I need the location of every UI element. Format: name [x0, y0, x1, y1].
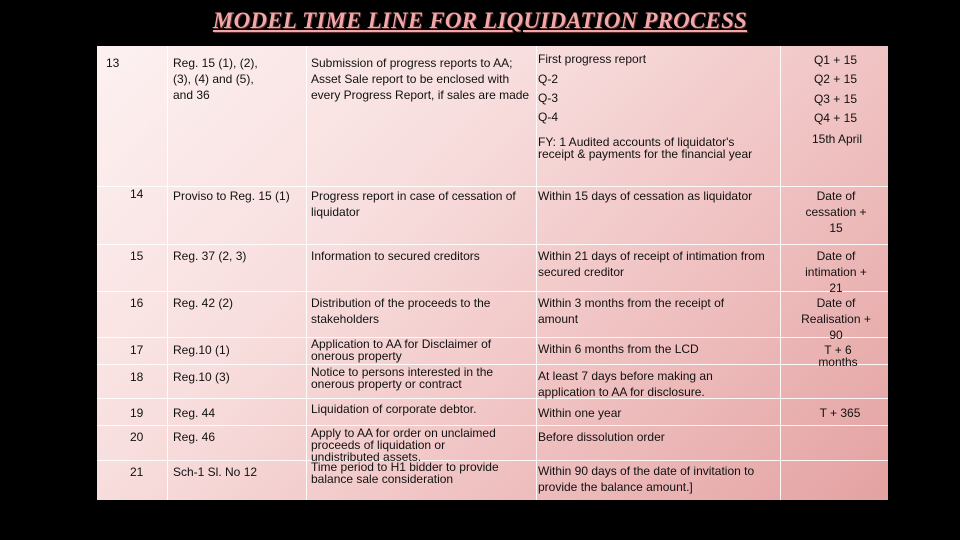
- regulation-cell: Reg. 44: [173, 406, 216, 420]
- column-divider: [167, 46, 168, 500]
- timeline-cell: At least 7 days before making an application to AA for disclosure.: [538, 369, 713, 399]
- timeline-cell: Within 3 months from the receipt of amount: [538, 296, 725, 326]
- timeline-cell: Before dissolution order: [538, 430, 665, 444]
- slide-title: MODEL TIME LINE FOR LIQUIDATION PROCESS: [212, 8, 748, 33]
- activity-cell: Liquidation of corporate debtor.: [311, 402, 477, 416]
- activity-cell: Time period to H1 bidder to provide balance sale consideration: [311, 460, 499, 486]
- row-divider: [97, 398, 888, 399]
- row-number: 14: [130, 187, 144, 201]
- row-number: 16: [130, 296, 144, 310]
- day-cell: T + 365: [819, 406, 861, 420]
- regulation-cell: Reg. 46: [173, 430, 216, 444]
- activity-cell: Distribution of the proceeds to the stakeholders: [311, 296, 491, 326]
- column-divider: [536, 46, 537, 500]
- timeline-cell: Within 15 days of cessation as liquidator: [538, 189, 753, 203]
- row-divider: [97, 244, 888, 245]
- activity-cell: Apply to AA for order on unclaimed proceeds of liquidation or undistributed assets.: [311, 426, 496, 464]
- regulation-cell: Sch-1 Sl. No 12: [173, 465, 258, 479]
- activity-cell: Notice to persons interested in the onerous property or contract: [311, 365, 494, 391]
- timeline-cell: Q-2: [538, 72, 559, 86]
- column-divider: [780, 46, 781, 500]
- regulation-cell: Reg.10 (1): [173, 343, 230, 357]
- row-number: 21: [130, 465, 144, 479]
- row-number: 13: [106, 56, 120, 70]
- regulation-cell: Reg. 37 (2, 3): [173, 249, 247, 263]
- regulation-cell: Reg. 15 (1), (2), (3), (4) and (5), and 36: [173, 56, 258, 102]
- day-cell: T + 6 months: [818, 343, 858, 369]
- day-cell: Date of cessation + 15: [805, 189, 867, 235]
- timeline-cell: Q-3: [538, 91, 559, 105]
- activity-cell: Application to AA for Disclaimer of onerous property: [311, 337, 492, 363]
- timeline-cell: Within 21 days of receipt of intimation from secured creditor: [538, 249, 765, 279]
- row-number: 19: [130, 406, 144, 420]
- day-cell: Q2 + 15: [813, 72, 857, 86]
- row-number: 15: [130, 249, 144, 263]
- timeline-cell: FY: 1 Audited accounts of liquidator's receipt & payments for the financial year: [538, 135, 753, 161]
- day-cell: Q4 + 15: [813, 111, 857, 125]
- row-number: 17: [130, 343, 144, 357]
- day-cell: Q1 + 15: [813, 53, 857, 67]
- timeline-cell: Within 90 days of the date of invitation to provide the balance amount.]: [538, 464, 755, 494]
- column-divider: [306, 46, 307, 500]
- row-number: 20: [130, 430, 144, 444]
- timeline-cell: Q-4: [538, 110, 559, 124]
- timeline-cell: First progress report: [538, 52, 647, 66]
- row-divider: [97, 186, 888, 187]
- day-cell: Date of Realisation + 90: [801, 296, 871, 342]
- timeline-cell: Within 6 months from the LCD: [538, 342, 699, 356]
- regulation-cell: Reg.10 (3): [173, 370, 230, 384]
- activity-cell: Progress report in case of cessation of liquidator: [311, 189, 516, 219]
- regulation-cell: Reg. 42 (2): [173, 296, 234, 310]
- activity-cell: Submission of progress reports to AA; Asset Sale report to be enclosed with every Progress Report, if sales are made: [311, 56, 530, 102]
- regulation-cell: Proviso to Reg. 15 (1): [173, 189, 290, 203]
- timeline-table: [97, 46, 888, 500]
- day-cell: 15th April: [811, 132, 863, 146]
- row-divider: [97, 291, 888, 292]
- timeline-cell: Within one year: [538, 406, 622, 420]
- day-cell: Q3 + 15: [813, 92, 857, 106]
- activity-cell: Information to secured creditors: [311, 249, 480, 263]
- row-number: 18: [130, 370, 144, 384]
- day-cell: Date of intimation + 21: [805, 249, 867, 295]
